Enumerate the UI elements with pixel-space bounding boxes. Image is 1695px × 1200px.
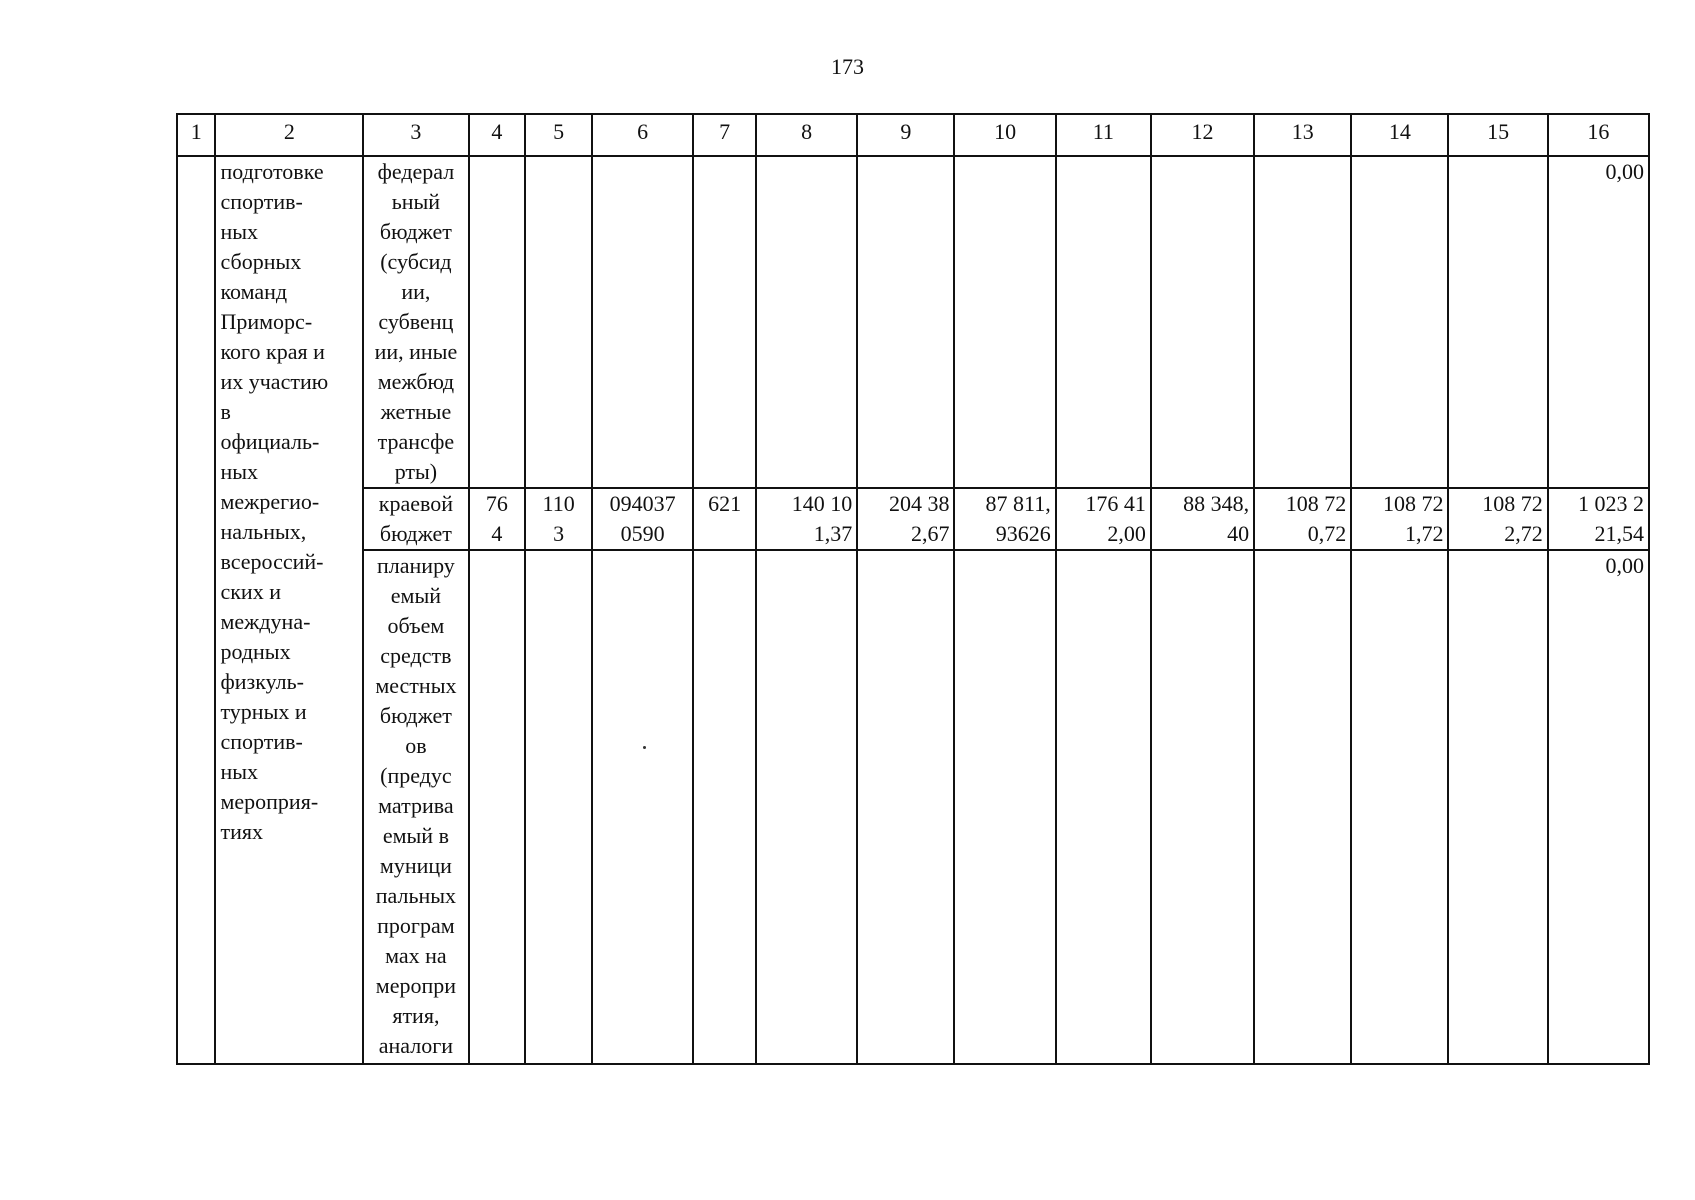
source-line: ии, иные [374,339,458,364]
cell-line: 108 72 [1482,491,1543,516]
event-name-line: межрегио- [220,489,320,514]
data-cell [1254,550,1351,1064]
data-cell [592,156,693,488]
cell-line: 4 [491,521,503,546]
regional-budget-row [177,488,1649,550]
event-name-line: кого края и [220,339,325,364]
header-cell: 14 [1351,114,1448,156]
data-cell [693,550,756,1064]
data-cell [756,550,857,1064]
event-name-line: Приморс- [220,309,313,334]
data-cell [857,550,954,1064]
amount-cell [857,488,954,550]
data-cell [1254,156,1351,488]
total-cell [1548,488,1649,550]
total-cell: 0,00 [1548,156,1649,488]
cell-line: 110 [542,491,575,516]
source-line: средств [380,643,452,668]
header-cell: 4 [469,114,526,156]
cell-line: 1 023 2 [1578,491,1644,516]
amount-cell [1448,488,1547,550]
budget-table [176,113,1650,1065]
event-name-cell [215,156,363,1064]
data-cell [469,156,526,488]
header-cell: 16 [1548,114,1649,156]
source-line: ьный [391,189,441,214]
amount-cell [1254,488,1351,550]
source-line: жетные [380,399,452,424]
event-name-line: в [220,399,231,424]
data-cell [1056,550,1151,1064]
event-name-line: их участию [220,369,329,394]
event-name-line: ных [220,459,259,484]
event-name-line: мероприя- [220,789,319,814]
source-line: муници [379,853,452,878]
event-name-line: официаль- [220,429,320,454]
source-line: местных [375,673,457,698]
source-line: рты) [394,459,438,484]
header-cell: 8 [756,114,857,156]
cell-line: 140 10 [791,491,853,516]
header-cell: 9 [857,114,954,156]
event-name-line: междуна- [220,609,311,634]
cell-line: 2,00 [1107,521,1146,546]
data-cell [1151,156,1254,488]
source-line: краевой [378,491,454,516]
data-cell [693,156,756,488]
cell-line: 93626 [995,521,1051,546]
source-line: бюджет [379,521,452,546]
source-line: аналоги [378,1033,454,1058]
expense-type-cell [693,488,756,550]
event-name-line: турных и [220,699,307,724]
event-name-line: тиях [220,819,263,844]
source-line: матрива [378,793,454,818]
amount-cell [756,488,857,550]
amount-cell [1151,488,1254,550]
event-name-line: сборных [220,249,302,274]
cell-line: 87 811, [985,491,1051,516]
section-code-cell [525,488,592,550]
cell-line: 621 [708,491,742,516]
cell-line: 76 [485,491,508,516]
cell-line: 40 [1227,521,1250,546]
data-cell [1351,156,1448,488]
source-line: федерал [377,159,455,184]
header-cell: 12 [1151,114,1254,156]
source-line: (предус [380,763,452,788]
event-name-line: родных [220,639,291,664]
event-name-line: физкуль- [220,669,304,694]
event-name-line: команд [220,279,288,304]
cell-line: 3 [553,521,565,546]
source-line: ятия, [392,1003,440,1028]
target-article-cell [592,488,693,550]
header-cell: 2 [215,114,363,156]
local-budget-row [177,550,1649,1064]
data-cell [954,156,1055,488]
cell-line: 108 72 [1285,491,1347,516]
funding-source-cell [363,550,468,1064]
header-cell: 3 [363,114,468,156]
data-cell [1056,156,1151,488]
amount-cell [954,488,1055,550]
header-cell: 10 [954,114,1055,156]
data-cell [857,156,954,488]
scan-speck [643,746,646,749]
page-number: 173 [831,54,864,79]
data-cell [525,156,592,488]
cell-line: 176 41 [1085,491,1146,516]
amount-cell [1351,488,1448,550]
header-cell: 13 [1254,114,1351,156]
header-cell: 7 [693,114,756,156]
event-name-line: спортив- [220,729,303,754]
source-line: межбюд [377,369,455,394]
source-line: планиру [377,553,455,578]
event-name-line: ных [220,759,259,784]
source-line: меропри [375,973,457,998]
data-cell [1448,156,1547,488]
header-cell: 15 [1448,114,1547,156]
cell-line: 204 38 [888,491,950,516]
data-cell [469,550,526,1064]
cell-line: 094037 [609,491,676,516]
source-line: бюджет [379,219,452,244]
event-name-line: подготовке [220,159,324,184]
event-name-line: нальных, [220,519,307,544]
data-cell [525,550,592,1064]
row-number-cell [177,156,215,1064]
data-cell [592,550,693,1064]
source-line: пальных [375,883,457,908]
source-line: емый в [382,823,449,848]
source-line: (субсид [380,249,452,274]
cell-line: 108 72 [1382,491,1444,516]
cell-line: 0,72 [1307,521,1347,546]
header-cell: 11 [1056,114,1151,156]
source-line: програм [377,913,455,938]
source-line: субвенц [378,309,454,334]
cell-line: 1,72 [1404,521,1444,546]
header-cell: 6 [592,114,693,156]
header-row [177,114,1649,156]
funding-source-cell [363,156,468,488]
event-name-line: ных [220,219,259,244]
source-line: объем [387,613,445,638]
header-cell: 1 [177,114,215,156]
event-name-line: ских и [220,579,281,604]
cell-line: 2,72 [1504,521,1543,546]
source-line: ов [405,733,427,758]
event-name-line: всероссий- [220,549,324,574]
cell-line: 0590 [620,521,665,546]
data-cell [954,550,1055,1064]
data-cell [1351,550,1448,1064]
grbs-code-cell [469,488,526,550]
total-cell: 0,00 [1548,550,1649,1064]
source-line: трансфе [377,429,455,454]
cell-line: 21,54 [1594,521,1644,546]
event-name-line: спортив- [220,189,303,214]
source-line: ии, [401,279,431,304]
data-cell [1151,550,1254,1064]
cell-line: 1,37 [813,521,853,546]
source-line: мах на [385,943,447,968]
source-line: бюджет [379,703,452,728]
amount-cell [1056,488,1151,550]
cell-line: 88 348, [1183,491,1250,516]
cell-line: 2,67 [910,521,950,546]
funding-source-cell [363,488,468,550]
source-line: емый [390,583,442,608]
federal-budget-row [177,156,1649,488]
data-cell [1448,550,1547,1064]
header-cell: 5 [525,114,592,156]
data-cell [756,156,857,488]
